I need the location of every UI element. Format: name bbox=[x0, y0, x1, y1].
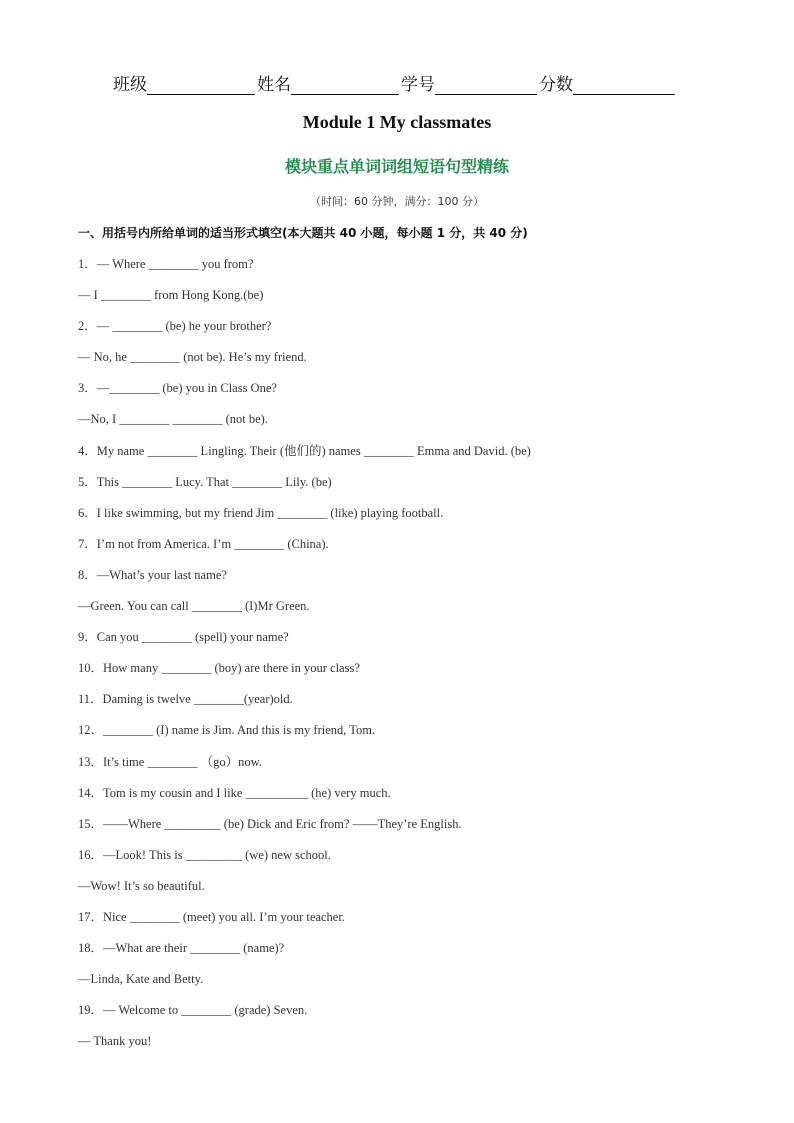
exercise-line: —No, I ________ ________ (not be). bbox=[78, 412, 268, 427]
exercise-line: 8．—What’s your last name? bbox=[78, 567, 227, 582]
exercise-line: 15．——Where _________ (be) Dick and Eric from? ——They’re English. bbox=[78, 816, 462, 831]
exercise-line: 6．I like swimming, but my friend Jim ________ (like) playing football. bbox=[78, 505, 444, 520]
exercise-line: 12．________ (I) name is Jim. And this is my friend, Tom. bbox=[78, 723, 376, 738]
name-blank[interactable] bbox=[291, 76, 399, 95]
exercise-line: 4．My name ________ Lingling. Their (他们的) names ________ Emma and David. (be) bbox=[78, 443, 531, 458]
score-blank[interactable] bbox=[573, 76, 675, 95]
exercise-line: 19．— Welcome to ________ (grade) Seven. bbox=[78, 1003, 308, 1018]
page-title: Module 1 My classmates bbox=[302, 112, 492, 132]
name-label: 姓名 bbox=[257, 75, 291, 95]
exercise-list bbox=[78, 255, 738, 1063]
exercise-line: 9．Can you ________ (spell) your name? bbox=[78, 630, 289, 645]
exercise-line: 11．Daming is twelve ________(year)old. bbox=[78, 692, 293, 707]
exercise-line: 14．Tom is my cousin and I like __________ (he) very much. bbox=[78, 785, 391, 800]
exercise-line: 7．I’m not from America. I’m ________ (China). bbox=[78, 536, 329, 551]
exercise-line: 17．Nice ________ (meet) you all. I’m your teacher. bbox=[78, 909, 345, 924]
score-label: 分数 bbox=[539, 75, 573, 95]
time-and-score-info: （时间：60 分钟，满分：100 分） bbox=[310, 195, 484, 208]
exercise-line: 16．—Look! This is _________ (we) new school. bbox=[78, 847, 331, 862]
exercise-line: —Green. You can call ________ (I)Mr Green. bbox=[78, 599, 310, 614]
number-label: 学号 bbox=[401, 75, 435, 95]
exercise-line: 10．How many ________ (boy) are there in your class? bbox=[78, 661, 360, 676]
exercise-line: 5．This ________ Lucy. That ________ Lily. (be) bbox=[78, 474, 332, 489]
exercise-line: —Wow! It’s so beautiful. bbox=[78, 878, 205, 893]
exercise-line: —Linda, Kate and Betty. bbox=[78, 972, 204, 987]
student-info-header bbox=[113, 70, 713, 95]
class-blank[interactable] bbox=[147, 76, 255, 95]
class-label: 班级 bbox=[113, 75, 147, 95]
exercise-line: — Thank you! bbox=[78, 1034, 152, 1049]
section-heading: 一、用括号内所给单词的适当形式填空(本大题共 40 小题，每小题 1 分，共 40 分) bbox=[78, 226, 528, 240]
exercise-line: — I ________ from Hong Kong.(be) bbox=[78, 288, 264, 303]
page-subtitle: 模块重点单词词组短语句型精练 bbox=[284, 157, 509, 176]
exercise-line: 1．— Where ________ you from? bbox=[78, 257, 254, 271]
number-blank[interactable] bbox=[435, 76, 537, 95]
exercise-line: 3．—________ (be) you in Class One? bbox=[78, 381, 277, 396]
exercise-line: — No, he ________ (not be). He’s my friend. bbox=[78, 350, 307, 365]
exercise-line: 18．—What are their ________ (name)? bbox=[78, 941, 285, 956]
exercise-line: 2．— ________ (be) he your brother? bbox=[78, 319, 272, 334]
exercise-line: 13．It’s time ________ （go）now. bbox=[78, 754, 262, 769]
